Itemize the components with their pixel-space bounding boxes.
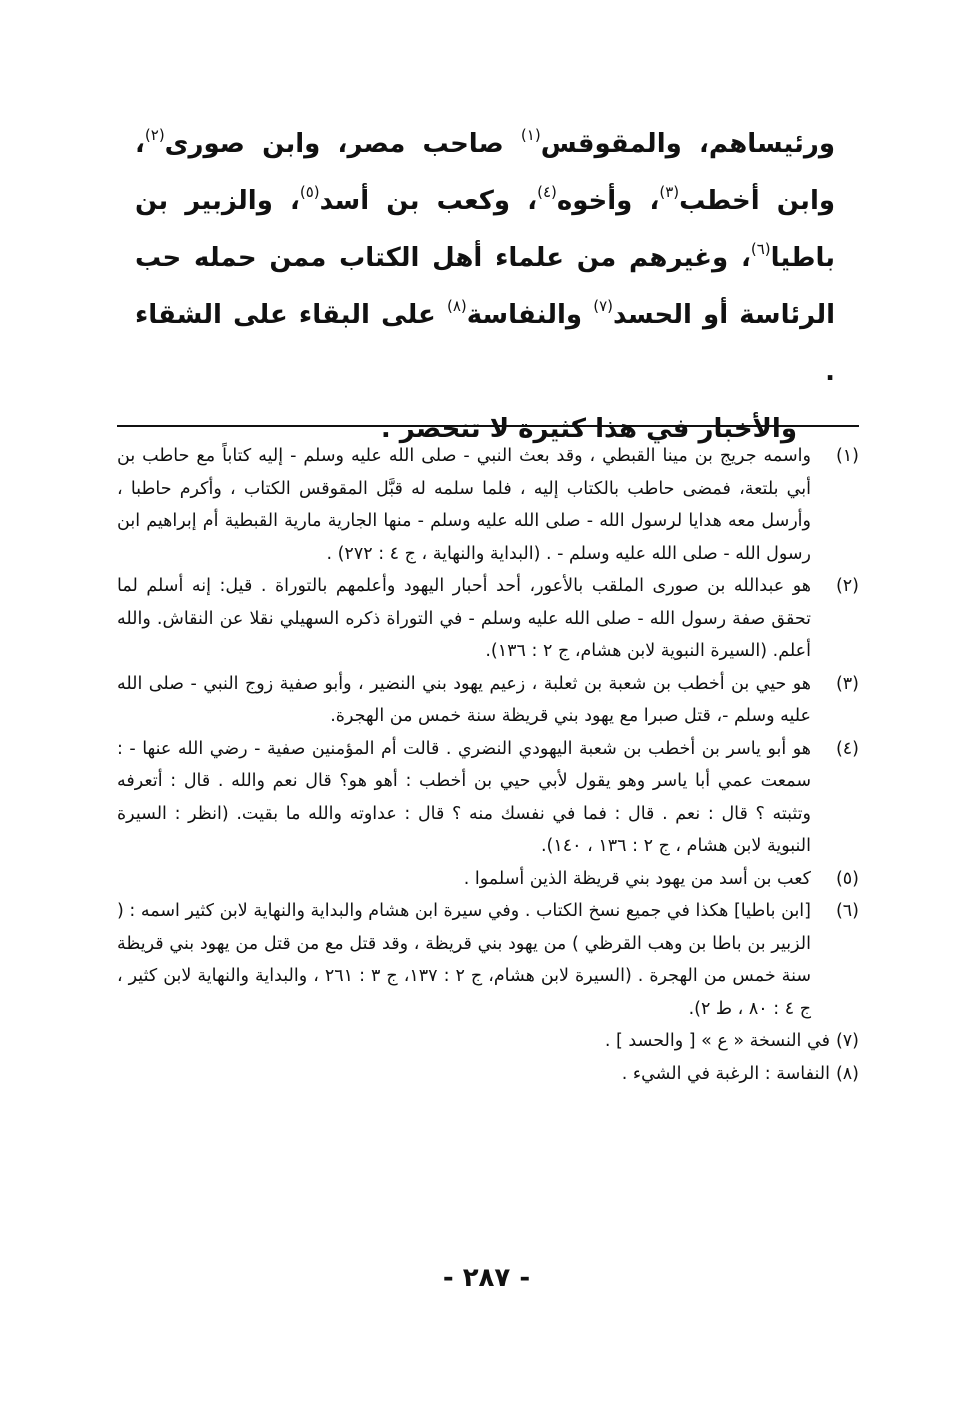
footnote-number: (٢) [835, 576, 859, 596]
main-text-segment: صاحب مصر، وابن صورى [164, 129, 521, 159]
footnote-ref-7: (٧) [593, 297, 613, 315]
footnote-ref-8: (٨) [446, 297, 467, 315]
footnote-7 [117, 1025, 859, 1058]
footnote-text: [ابن باطيا] هكذا في جميع نسخ الكتاب . وفي سيرة ابن هشام والبداية والنهاية لابن كثير اسمه : ( الزبير بن باطا بن وهب القرظي ) من يهود بني قريظة ، وقد قتل مع من قتل من يهود بني قريظة سنة خمس من الهجرة . (السيرة لابن هشام، ج ٢ : ١٣٧، ج ٣ : ٢٦١ ، والبداية والنهاية لابن كثير ، ج ٤ : ٨٠ ، ط ٢). [117, 901, 812, 1019]
main-paragraph-1 [135, 116, 835, 401]
footnote-text: في النسخة « ع » [ والحسد ] . [604, 1031, 830, 1051]
footnote-number: (٧) [835, 1031, 859, 1051]
main-text [135, 116, 835, 458]
footnote-text: هو أبو ياسر بن أخطب بن شعبة اليهودي النضري . قالت أم المؤمنين صفية - رضي الله عنها - : سمعت عمي أبا ياسر وهو يقول لأبي حيي بن أخطب : أهو هو؟ قال نعم والله . قال : أتعرفه وتثبته ؟ قال : نعم . قال : فما في نفسك منه ؟ قال : عداوته والله ما بقيت. (انظر : السيرة النبوية لابن هشام ، ج ٢ : ١٣٦ ، ١٤٠). [117, 738, 811, 856]
footnote-number: (٦) [835, 901, 859, 921]
main-text-segment: ، وابن أخطب [135, 129, 836, 216]
footnote-4 [117, 733, 859, 863]
footnote-text: كعب بن أسد من يهود بني قريظة الذين أسلموا . [463, 868, 811, 889]
footnote-ref-6: (٦) [750, 240, 771, 258]
main-text-segment: ورئيساهم، والمقوقس [540, 129, 835, 159]
footnote-ref-2: (٢) [144, 126, 165, 144]
footnote-ref-1: (١) [520, 126, 541, 144]
page-number: - ٢٨٧ - [442, 1263, 531, 1293]
footnote-text: واسمه جريج بن مينا القبطي ، وقد بعث النبي - صلى الله عليه وسلم - إليه كتاباً مع حاطب بن أبي بلتعة، فمضى حاطب بالكتاب إليه ، فلما سلمه له قبَّل المقوقس الكتاب ، وأكرم حاطبا ، وأرسل معه هدايا لرسول الله - صلى الله عليه وسلم - منها الجارية مارية القبطية أم إبراهيم ابن رسول الله - صلى الله عليه وسلم - . (البداية والنهاية ، ج ٤ : ٢٧٢) . [117, 446, 811, 564]
footnote-6 [117, 895, 859, 1025]
footnote-text: النفاسة : الرغبة في الشيء . [621, 1063, 830, 1084]
footnote-3 [117, 668, 859, 733]
footnote-text: هو عبدالله بن صورى الملقب بالأعور، أحد أحبار اليهود وأعلمهم بالتوراة . قيل: إنه أسلم لما تحقق صفة رسول الله - صلى الله عليه وسلم - في التوراة ذكره السهيلي نقلا عن النقاش. والله أعلم. (السيرة النبوية لابن هشام، ج ٢ : ١٣٦). [117, 576, 811, 661]
main-text-segment: والنفاسة [466, 300, 594, 330]
main-text-segment: ، وغيرهم من علماء أهل الكتاب ممن حمله حب الرئاسة أو الحسد [135, 243, 835, 330]
footnote-1 [117, 440, 859, 570]
footnote-number: (١) [835, 446, 859, 466]
footnote-number: (٣) [835, 673, 859, 694]
footnote-number: (٨) [835, 1063, 859, 1084]
main-paragraph-2: والأخبار في هذا كثيرة لا تنحصر . [380, 414, 797, 444]
footnote-5 [117, 863, 859, 896]
footnote-text: هو حيي بن أخطب بن شعبة بن ثعلبة ، زعيم يهود بني النضير ، وأبو صفية زوج النبي - صلى الله عليه وسلم -، قتل صبرا مع يهود بني قريظة سنة خمس من الهجرة. [117, 673, 811, 726]
main-text-segment: على البقاء على الشقاء . [135, 300, 835, 387]
footnotes [117, 440, 859, 1090]
footnote-number: (٥) [835, 868, 859, 889]
main-text-segment: ، وأخوه [556, 186, 660, 216]
footnote-ref-4: (٤) [537, 183, 557, 201]
footnote-8 [117, 1058, 859, 1091]
main-text-segment: ، والزبير بن باطيا [135, 186, 835, 273]
footnote-2 [117, 570, 859, 668]
footnote-ref-3: (٣) [659, 183, 680, 201]
footnote-number: (٤) [835, 738, 859, 759]
footnote-separator [117, 425, 859, 427]
footnote-ref-5: (٥) [299, 183, 320, 201]
main-text-segment: ، وكعب بن أسد [319, 186, 538, 216]
